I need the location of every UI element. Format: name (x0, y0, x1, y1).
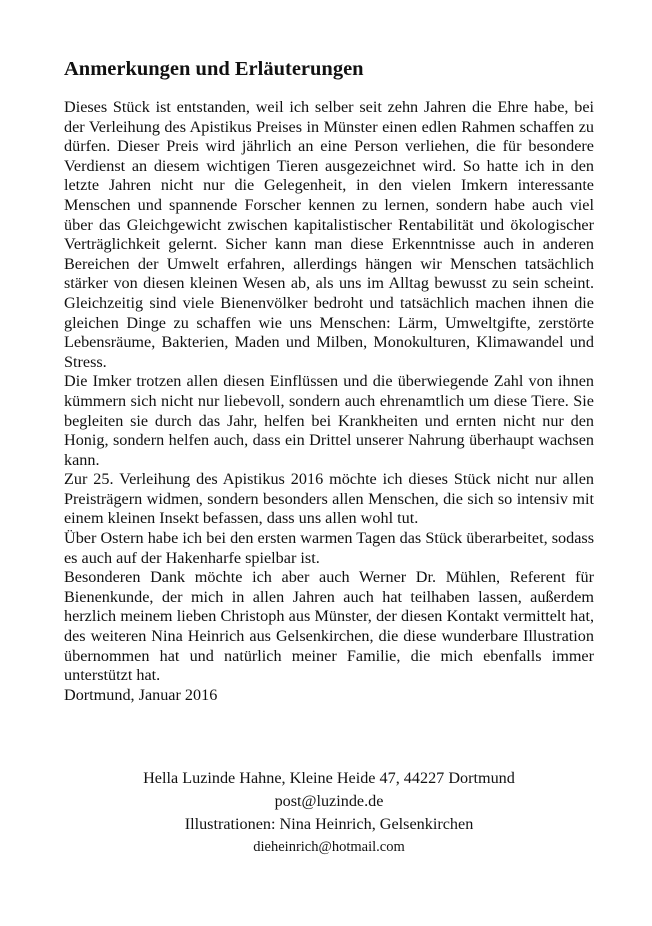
author-address: Hella Luzinde Hahne, Kleine Heide 47, 44227 Dortmund (143, 769, 515, 787)
footer-contact (64, 767, 594, 859)
paragraph-thanks: Besonderen Dank möchte ich aber auch Werner Dr. Mühlen, Referent für Bienenkunde, der mich in allen Jahren auch hat teilhaben lassen, außerdem herzlich meinem lieben Christoph aus Münster, der diesen Kontakt vermittelt hat, des weiteren Nina Heinrich aus Gelsenkirchen, die diese wunderbare Illustration übernommen hat und natürlich meiner Familie, die mich ebenfalls immer unterstützt hat. (64, 568, 594, 685)
paragraph-dedication: Zur 25. Verleihung des Apistikus 2016 möchte ich dieses Stück nicht nur allen Preisträgern widmen, sondern besonders allen Menschen, die sich so intensiv mit einem kleinen Insekt befassen, dass uns allen wohl tut. (64, 470, 594, 528)
paragraph-intro: Dieses Stück ist entstanden, weil ich selber seit zehn Jahren die Ehre habe, bei der Verleihung des Apistikus Preises in Münster einen edlen Rahmen schaffen zu dürfen. Dieser Preis wird jährlich an eine Person verliehen, die für besondere Verdienst an diesem wichtigen Tieren ausgezeichnet wird. So hatte ich in den letzte Jahren nicht nur die Gelegenheit, in den vielen Imkern interessante Menschen und spannende Forscher kennen zu lernen, sondern habe auch viel über das Gleichgewicht zwischen kapitalistischer Rentabilität und ökologischer Verträglichkeit gelernt. Sicher kann man diese Erkenntnisse auch in anderen Bereichen der Umwelt erfahren, allerdings hängen wir Menschen tatsächlich stärker von diesen kleinen Wesen ab, als uns im Alltag bewusst zu sein scheint. Gleichzeitig sind viele Bienenvölker bedroht und tatsächlich machen ihnen die gleichen Dinge zu schaffen wie uns Menschen: Lärm, Umweltgifte, zerstörte Lebensräume, Bakterien, Maden und Milben, Monokulturen, Klimawandel und Stress. (64, 98, 594, 371)
paragraph-revision: Über Ostern habe ich bei den ersten warmen Tagen das Stück überarbeitet, sodass es auch auf der Hakenharfe spielbar ist. (64, 529, 594, 567)
illustrator-credit: Illustrationen: Nina Heinrich, Gelsenkirchen (184, 815, 474, 833)
paragraph-beekeepers: Die Imker trotzen allen diesen Einflüssen und die überwiegende Zahl von ihnen kümmern sich nicht nur liebevoll, sondern auch ehrenamtlich um diese Tiere. Sie begleiten sie durch das Jahr, helfen bei Krankheiten und ernten nicht nur den Honig, sondern helfen auch, dass ein Drittel unserer Nahrung überhaupt wachsen kann. (64, 372, 594, 469)
signoff-place-date: Dortmund, Januar 2016 (64, 685, 218, 704)
body-text (64, 98, 594, 705)
illustrator-email: dieheinrich@hotmail.com (253, 839, 405, 855)
page-title: Anmerkungen und Erläuterungen (64, 58, 364, 80)
author-email: post@luzinde.de (274, 792, 384, 810)
